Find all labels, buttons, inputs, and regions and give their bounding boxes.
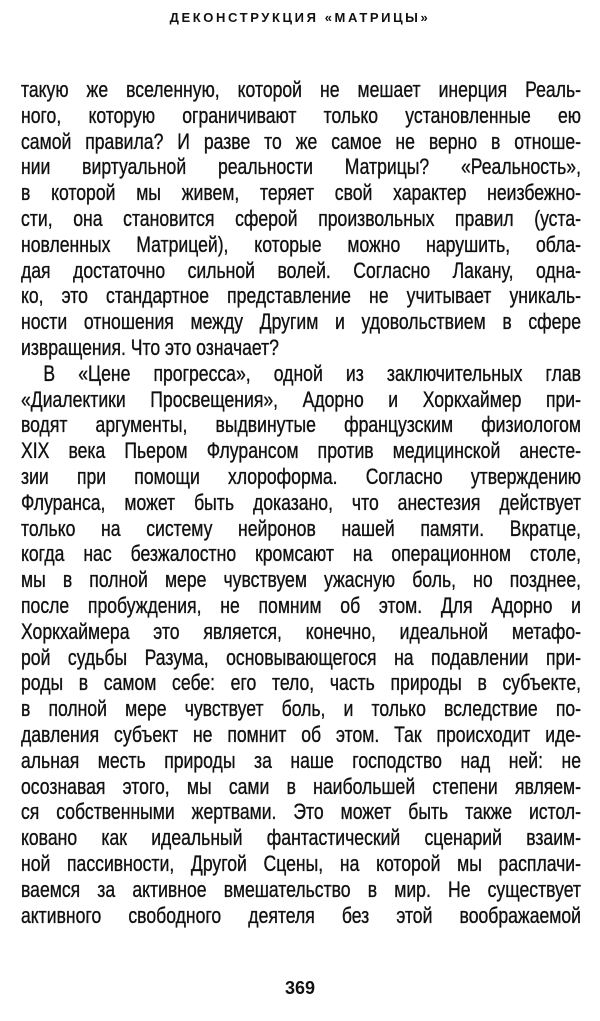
text-line: в полной мере чувствует боль, и только вследствие по-: [21, 696, 581, 722]
text-line: дая достаточно сильной волей. Согласно Лакану, одна-: [21, 257, 581, 283]
text-line: после пробуждения, не помним об этом. Для Адорно и: [21, 592, 581, 618]
text-line: нии виртуальной реальности Матрицы? «Реальность»,: [21, 154, 581, 180]
text-line: водят аргументы, выдвинутые французским физиологом: [21, 412, 581, 438]
running-header: ДЕКОНСТРУКЦИЯ «МАТРИЦЫ»: [169, 10, 431, 25]
text-line: ваемся за активное вмешательство в мир. Не существует: [21, 876, 581, 902]
text-line: роды в самом себе: его тело, часть природы в субъекте,: [21, 670, 581, 696]
text-line: Флуранса, может быть доказано, что анестезия действует: [21, 489, 581, 515]
text-line: сти, она становится сферой произвольных правил (уста-: [21, 205, 581, 231]
text-line: Хоркхаймера это является, конечно, идеальной метафо-: [21, 618, 581, 644]
paragraph: [21, 361, 581, 929]
text-line: извращения. Что это означает?: [21, 334, 279, 360]
body-text: [21, 77, 581, 928]
text-line: такую же вселенную, которой не мешает инерция Реаль-: [21, 77, 581, 102]
text-line: самой правила? И разве то же самое не верно в отноше-: [21, 128, 581, 154]
text-line: ся собственными жертвами. Это может быть также истол-: [21, 799, 581, 825]
text-line: рой судьбы Разума, основывающегося на подавлении при-: [21, 644, 581, 670]
text-line: только на систему нейронов нашей памяти. Вкратце,: [21, 515, 581, 541]
paragraph: [21, 77, 581, 361]
text-line: ной пассивности, Другой Сцены, на которой мы расплачи-: [21, 850, 581, 876]
text-line: альная месть природы за наше господство над ней: не: [21, 747, 581, 773]
text-line: активного свободного деятеля без этой воображаемой: [21, 902, 581, 928]
text-line: XIX века Пьером Флурансом против медицинской анесте-: [21, 438, 581, 464]
text-line: когда нас безжалостно кромсают на операционном столе,: [21, 541, 581, 567]
text-line: новленных Матрицей), которые можно нарушить, обла-: [21, 231, 581, 257]
text-line: ного, которую ограничивают только установленные ею: [21, 102, 581, 128]
text-line: «Диалектики Просвещения», Адорно и Хоркхаймер при-: [21, 386, 581, 412]
text-line: в которой мы живем, теряет свой характер неизбежно-: [21, 180, 581, 206]
text-line: ности отношения между Другим и удовольствием в сфере: [21, 309, 581, 335]
text-line: ко, это стандартное представление не учитывает уникаль-: [21, 283, 581, 309]
text-line: осознавая этого, мы сами в наибольшей степени являем-: [21, 773, 581, 799]
page-number: 369: [284, 978, 316, 998]
text-line: ковано как идеальный фантастический сценарий взаим-: [21, 825, 581, 851]
text-line: В «Цене прогресса», одной из заключительных глав: [43, 360, 581, 386]
text-line: давления субъект не помнит об этом. Так происходит иде-: [21, 721, 581, 747]
text-line: зии при помощи хлороформа. Согласно утверждению: [21, 463, 581, 489]
text-line: мы в полной мере чувствуем ужасную боль, но позднее,: [21, 567, 581, 593]
